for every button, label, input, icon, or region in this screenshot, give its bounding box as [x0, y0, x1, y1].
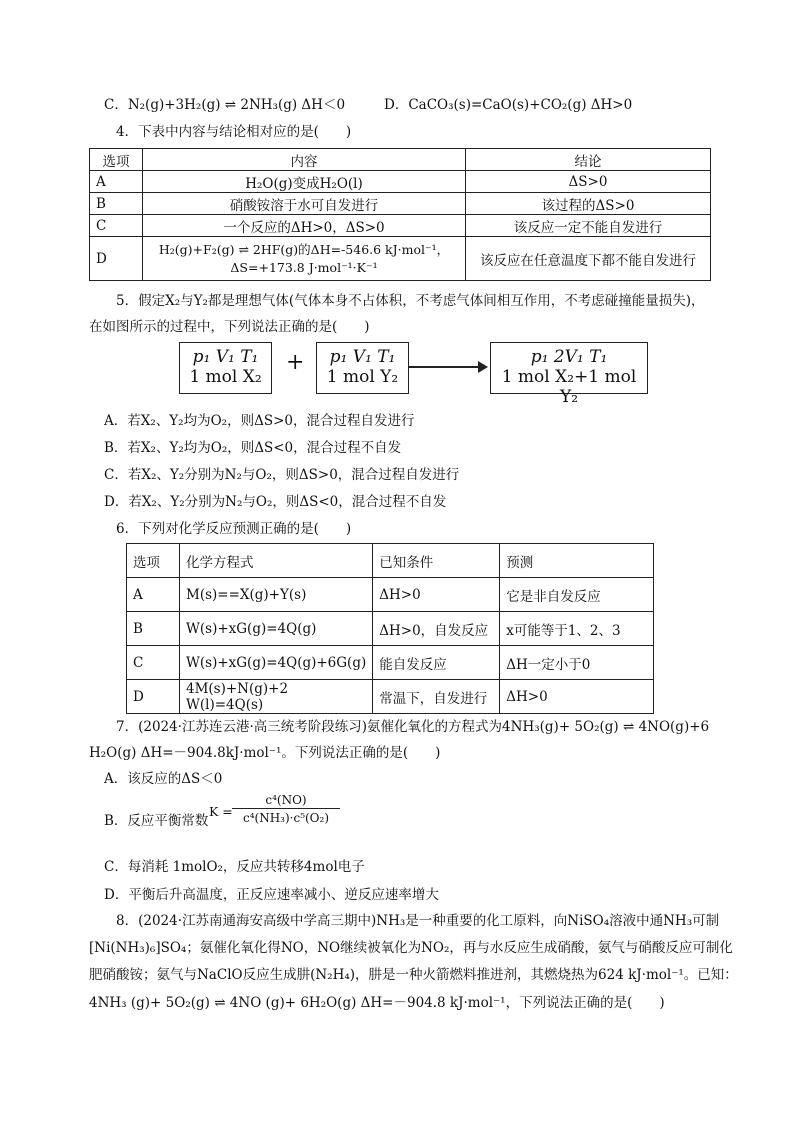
table-cell: A [127, 578, 180, 612]
q8-line1: 8．(2024·江苏南通海安高级中学高三期中)NH₃是一种重要的化工原料，向NiSO₄溶液中通NH₃可制 [116, 913, 720, 929]
q7-option-d: D．平衡后升高温度，正反应速率减小、逆反应速率增大 [104, 887, 439, 903]
table-header-cell: 选项 [90, 149, 143, 171]
q6-table [126, 543, 654, 714]
table-cell-content [143, 237, 466, 281]
state-box-amount: 1 mol X₂+1 mol Y₂ [501, 367, 637, 407]
table-header-row [90, 149, 711, 171]
equilibrium-fraction [232, 793, 340, 825]
state-box-params: p₁ V₁ T₁ [329, 347, 396, 367]
table-row [90, 171, 711, 193]
table-header-cell: 预测 [500, 544, 654, 578]
table-cell: ΔH一定小于0 [500, 646, 654, 680]
q8-line2: [Ni(NH₃)₆]SO₄；氨催化氧化得NO，NO继续被氧化为NO₂，再与水反应生成硝酸，氨气与硝酸反应可制化 [89, 940, 733, 956]
state-box-mixed [490, 342, 648, 407]
q4-table [89, 148, 711, 281]
process-arrow-line [408, 366, 484, 368]
table-cell-content: 一个反应的ΔH>0，ΔS>0 [143, 215, 466, 237]
state-box-x2 [179, 342, 272, 394]
q6-stem: 6．下列对化学反应预测正确的是( ) [116, 521, 352, 537]
table-row [127, 646, 654, 680]
table-cell: W(s)+xG(g)=4Q(g) [180, 612, 373, 646]
table-cell-conclusion: 该反应一定不能自发进行 [466, 215, 711, 237]
table-row [127, 612, 654, 646]
fraction-denominator: c⁴(NH₃)·c⁵(O₂) [242, 811, 330, 825]
table-cell: D [127, 680, 180, 714]
q7-option-a: A．该反应的ΔS＜0 [104, 771, 223, 787]
q4-stem: 4．下表中内容与结论相对应的是( ) [116, 124, 352, 140]
table-cell: 能自发反应 [373, 646, 500, 680]
table-cell: 常温下，自发进行 [373, 680, 500, 714]
fraction-numerator: c⁴(NO) [232, 793, 340, 809]
table-cell-conclusion: 该反应在任意温度下都不能自发进行 [466, 237, 711, 281]
state-box-params: p₁ V₁ T₁ [192, 347, 259, 367]
q5-stem-line1: 5．假定X₂与Y₂都是理想气体(气体本身不占体积，不考虑气体间相互作用，不考虑碰撞能量损失)， [116, 293, 705, 309]
q3-option-d: D．CaCO₃(s)=CaO(s)+CO₂(g) ΔH>0 [384, 97, 633, 113]
content-line-2: ΔS=+173.8 J·mol⁻¹·K⁻¹ [230, 259, 378, 275]
table-header-cell: 结论 [466, 149, 711, 171]
table-cell: ΔH>0 [373, 578, 500, 612]
table-cell: B [127, 612, 180, 646]
table-cell: M(s)==X(g)+Y(s) [180, 578, 373, 612]
table-cell-option: A [90, 171, 143, 193]
table-cell: C [127, 646, 180, 680]
table-cell-option: D [90, 237, 143, 281]
table-cell: ΔH>0 [500, 680, 654, 714]
table-cell: x可能等于1、2、3 [500, 612, 654, 646]
q7-stem-line2: H₂O(g) ΔH=－904.8kJ·mol⁻¹。下列说法正确的是( ) [89, 745, 441, 761]
content-line-1: H₂(g)+F₂(g) ⇌ 2HF(g)的ΔH=-546.6 kJ·mol⁻¹， [158, 241, 450, 257]
table-cell: ΔH>0，自发反应 [373, 612, 500, 646]
table-row [127, 578, 654, 612]
q5-option-b: B．若X₂、Y₂均为O₂，则ΔS<0，混合过程不自发 [104, 440, 402, 456]
q5-option-d: D．若X₂、Y₂分别为N₂与O₂，则ΔS<0，混合过程不自发 [104, 494, 447, 510]
arrow-head-icon [478, 361, 488, 373]
table-cell-content: 硝酸铵溶于水可自发进行 [143, 193, 466, 215]
table-header-cell: 已知条件 [373, 544, 500, 578]
q8-line3: 肥硝酸铵；氨气与NaClO反应生成肼(N₂H₄)，肼是一种火箭燃料推进剂，其燃烧热为624 kJ·mol⁻¹。已知： [89, 967, 738, 983]
q7-option-c: C．每消耗 1molO₂，反应共转移4mol电子 [104, 859, 365, 875]
table-row [90, 215, 711, 237]
q7-option-b-prefix: B．反应平衡常数 [104, 813, 209, 829]
q7-stem-line1: 7．(2024·江苏连云港·高三统考阶段练习)氨催化氧化的方程式为4NH₃(g)+ 5O₂(g) ⇌ 4NO(g)+6 [116, 719, 710, 735]
table-row [127, 680, 654, 714]
table-header-cell: 内容 [143, 149, 466, 171]
table-cell-option: B [90, 193, 143, 215]
table-cell: 它是非自发反应 [500, 578, 654, 612]
table-row [90, 193, 711, 215]
q5-option-a: A．若X₂、Y₂均为O₂，则ΔS>0，混合过程自发进行 [104, 413, 415, 429]
q5-stem-line2: 在如图所示的过程中，下列说法正确的是( ) [89, 319, 370, 335]
q3-option-c: C．N₂(g)+3H₂(g) ⇌ 2NH₃(g) ΔH＜0 [104, 97, 346, 113]
table-cell-option: C [90, 215, 143, 237]
table-cell: 4M(s)+N(g)+2 W(l)=4Q(s) [180, 680, 373, 714]
table-header-row [127, 544, 654, 578]
state-box-params: p₁ 2V₁ T₁ [530, 347, 608, 367]
plus-sign: + [286, 350, 305, 375]
table-cell: W(s)+xG(g)=4Q(g)+6G(g) [180, 646, 373, 680]
table-header-cell: 选项 [127, 544, 180, 578]
q8-line4: 4NH₃ (g)+ 5O₂(g) ⇌ 4NO (g)+ 6H₂O(g) ΔH=－904.8 kJ·mol⁻¹，下列说法正确的是( ) [89, 995, 665, 1011]
equilibrium-k-label: K = [209, 804, 233, 819]
state-box-amount: 1 mol X₂ [189, 367, 262, 387]
table-cell-conclusion: ΔS>0 [466, 171, 711, 193]
table-row [90, 237, 711, 281]
table-cell-content: H₂O(g)变成H₂O(l) [143, 171, 466, 193]
table-cell-conclusion: 该过程的ΔS>0 [466, 193, 711, 215]
state-box-y2 [316, 342, 409, 394]
table-header-cell: 化学方程式 [180, 544, 373, 578]
q5-option-c: C．若X₂、Y₂分别为N₂与O₂，则ΔS>0，混合过程自发进行 [104, 467, 460, 483]
state-box-amount: 1 mol Y₂ [326, 367, 399, 387]
